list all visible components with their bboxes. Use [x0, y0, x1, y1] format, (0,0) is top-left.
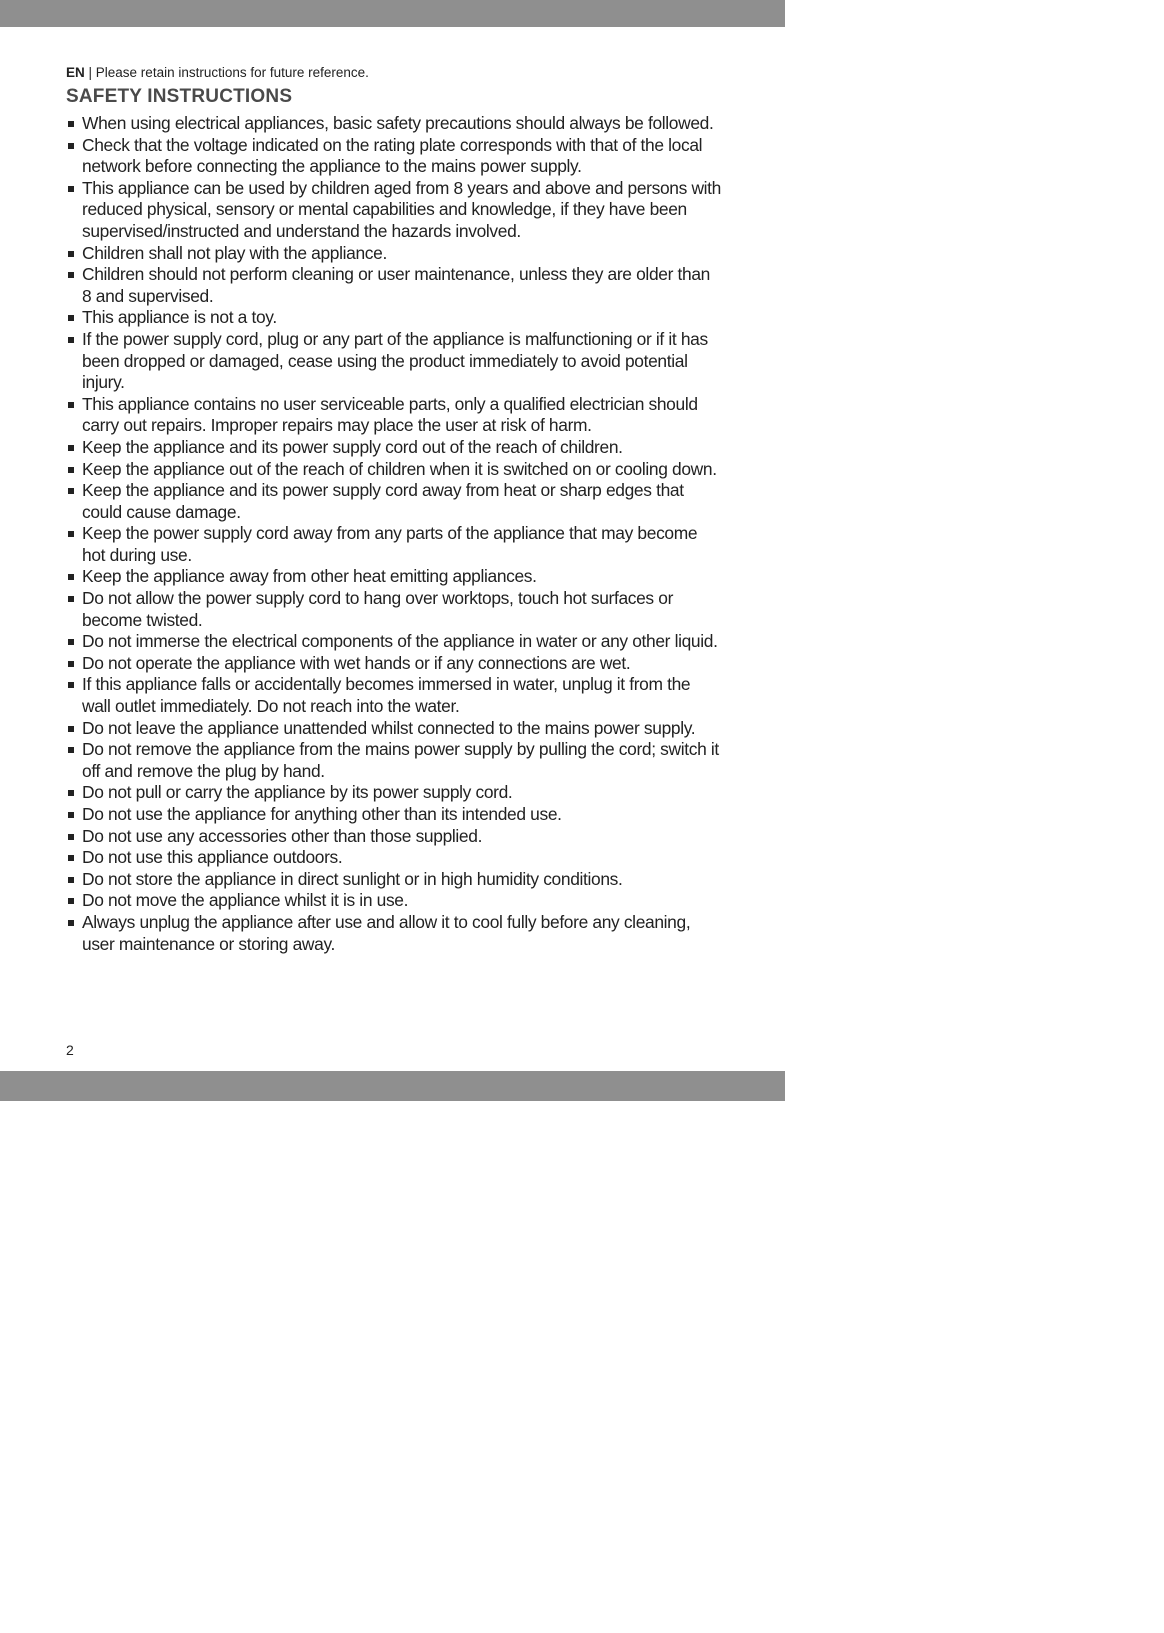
safety-instruction-item: [66, 459, 721, 481]
safety-instruction-item: [66, 674, 721, 717]
safety-instruction-text: Keep the appliance away from other heat emitting appliances.: [82, 566, 537, 587]
safety-instruction-item: [66, 588, 721, 631]
safety-instruction-text: Do not use this appliance outdoors.: [82, 847, 343, 868]
safety-instruction-text: Do not leave the appliance unattended whilst connected to the mains power supply.: [82, 717, 696, 738]
safety-instruction-item: [66, 437, 721, 459]
safety-instruction-text: Always unplug the appliance after use and allow it to cool fully before any cleaning, user maintenance or storing away.: [82, 911, 691, 954]
safety-instruction-text: Do not store the appliance in direct sunlight or in high humidity conditions.: [82, 868, 623, 889]
square-bullet-icon: [68, 402, 74, 408]
safety-instruction-item: [66, 631, 721, 653]
safety-instruction-text: Keep the power supply cord away from any parts of the appliance that may become hot during use.: [82, 523, 698, 565]
square-bullet-icon: [68, 834, 74, 840]
bottom-gray-bar: [0, 1071, 785, 1101]
safety-instruction-item: [66, 480, 721, 523]
safety-instruction-text: Do not remove the appliance from the mains power supply by pulling the cord; switch it off and remove the plug by hand.: [82, 739, 719, 781]
retain-instructions-note: Please retain instructions for future reference.: [95, 65, 369, 80]
language-note: [66, 64, 721, 82]
safety-instruction-text: If the power supply cord, plug or any part of the appliance is malfunctioning or if it has been dropped or damaged, cease using the product immediately to avoid potential injury.: [82, 328, 708, 393]
safety-instruction-text: Do not use the appliance for anything other than its intended use.: [82, 804, 562, 824]
safety-instruction-text: Children should not perform cleaning or user maintenance, unless they are older than 8 and supervised.: [82, 264, 710, 306]
square-bullet-icon: [68, 596, 74, 602]
safety-instruction-item: [66, 718, 721, 740]
language-code: EN: [66, 65, 85, 80]
safety-instruction-item: [66, 264, 721, 307]
square-bullet-icon: [68, 661, 74, 667]
safety-instruction-item: [66, 847, 721, 869]
safety-instruction-item: [66, 653, 721, 675]
safety-instruction-item: [66, 113, 721, 135]
safety-instruction-text: Do not use any accessories other than those supplied.: [82, 825, 483, 846]
safety-instruction-item: [66, 307, 721, 329]
square-bullet-icon: [68, 488, 74, 494]
square-bullet-icon: [68, 121, 74, 127]
safety-instruction-item: [66, 178, 721, 243]
square-bullet-icon: [68, 445, 74, 451]
safety-instruction-item: [66, 329, 721, 394]
safety-instruction-text: If this appliance falls or accidentally becomes immersed in water, unplug it from the wall outlet immediately. Do not reach into the water.: [82, 674, 691, 717]
square-bullet-icon: [68, 467, 74, 473]
safety-instruction-text: Children shall not play with the appliance.: [82, 242, 387, 263]
square-bullet-icon: [68, 531, 74, 537]
square-bullet-icon: [68, 790, 74, 796]
language-separator: |: [84, 65, 96, 80]
square-bullet-icon: [68, 315, 74, 321]
safety-section: [66, 64, 721, 955]
safety-instruction-item: [66, 869, 721, 891]
safety-instruction-text: Keep the appliance out of the reach of children when it is switched on or cooling down.: [82, 458, 717, 479]
safety-instruction-item: [66, 826, 721, 848]
safety-instruction-text: Keep the appliance and its power supply cord away from heat or sharp edges that could cause damage.: [82, 480, 684, 522]
safety-instruction-text: When using electrical appliances, basic safety precautions should always be followed.: [82, 113, 714, 133]
safety-instruction-text: Check that the voltage indicated on the rating plate corresponds with that of the local network before connecting the appliance to the mains power supply.: [82, 134, 703, 177]
safety-instruction-item: [66, 566, 721, 588]
square-bullet-icon: [68, 251, 74, 257]
safety-instruction-text: Do not move the appliance whilst it is in use.: [82, 890, 409, 911]
safety-instruction-text: Do not operate the appliance with wet hands or if any connections are wet.: [82, 652, 631, 673]
square-bullet-icon: [68, 337, 74, 343]
square-bullet-icon: [68, 574, 74, 580]
safety-instruction-item: [66, 135, 721, 178]
safety-instruction-item: [66, 782, 721, 804]
safety-instruction-item: [66, 912, 721, 955]
safety-instructions-list: [66, 113, 721, 955]
safety-instruction-text: This appliance can be used by children aged from 8 years and above and persons with reduced physical, sensory or mental capabilities and knowledge, if they have been supervised/instructed and understand the hazards involved.: [82, 177, 721, 241]
square-bullet-icon: [68, 639, 74, 645]
safety-instruction-text: This appliance contains no user serviceable parts, only a qualified electrician should carry out repairs. Improper repairs may place the user at risk of harm.: [82, 393, 698, 436]
top-gray-bar: [0, 0, 785, 27]
square-bullet-icon: [68, 726, 74, 732]
safety-instruction-text: Do not pull or carry the appliance by its power supply cord.: [82, 782, 513, 803]
square-bullet-icon: [68, 272, 74, 278]
square-bullet-icon: [68, 747, 74, 753]
safety-instruction-item: [66, 804, 721, 826]
safety-instruction-item: [66, 243, 721, 265]
square-bullet-icon: [68, 812, 74, 818]
safety-instruction-text: Do not allow the power supply cord to hang over worktops, touch hot surfaces or become twisted.: [82, 588, 674, 630]
section-title: SAFETY INSTRUCTIONS: [66, 86, 293, 107]
safety-instruction-item: [66, 523, 721, 566]
safety-instruction-item: [66, 739, 721, 782]
safety-instruction-text: Keep the appliance and its power supply cord out of the reach of children.: [82, 436, 623, 457]
square-bullet-icon: [68, 920, 74, 926]
page-number: 2: [66, 1042, 74, 1058]
square-bullet-icon: [68, 682, 74, 688]
square-bullet-icon: [68, 143, 74, 149]
safety-instruction-item: [66, 890, 721, 912]
square-bullet-icon: [68, 855, 74, 861]
safety-instruction-text: Do not immerse the electrical components of the appliance in water or any other liquid.: [82, 631, 718, 652]
square-bullet-icon: [68, 898, 74, 904]
square-bullet-icon: [68, 186, 74, 192]
safety-instruction-item: [66, 394, 721, 437]
square-bullet-icon: [68, 877, 74, 883]
safety-instruction-text: This appliance is not a toy.: [82, 307, 277, 328]
